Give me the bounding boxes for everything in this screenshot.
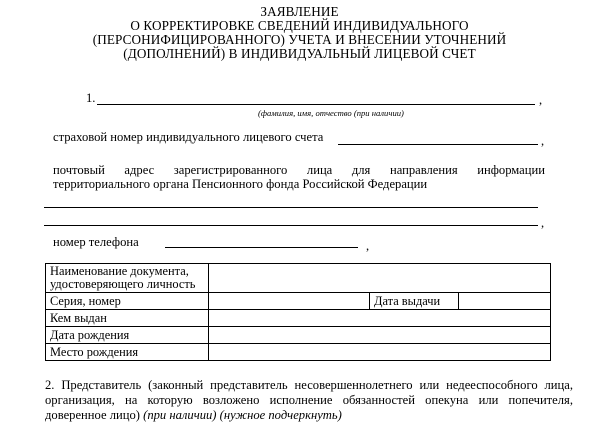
series-number-label: Серия, номер xyxy=(46,293,209,310)
birth-date-field[interactable] xyxy=(209,327,551,344)
snils-field-line[interactable] xyxy=(338,144,538,145)
issue-date-field[interactable] xyxy=(459,293,551,310)
address-field-line-1[interactable] xyxy=(44,207,538,208)
section-2-line-3 xyxy=(45,408,342,422)
snils-label: страховой номер индивидуального лицевого счета xyxy=(53,130,324,144)
address-label-line-1: почтовый адрес зарегистрированного лица для направления информации xyxy=(53,163,545,177)
table-row xyxy=(46,293,551,310)
table-row xyxy=(46,264,551,293)
doc-name-label-line-1: Наименование документа, xyxy=(50,264,189,278)
section-2-line-3-text: доверенное лицо) xyxy=(45,408,140,422)
document-title-line-2: О КОРРЕКТИРОВКЕ СВЕДЕНИЙ ИНДИВИДУАЛЬНОГО xyxy=(130,18,469,33)
table-row xyxy=(46,310,551,327)
birth-place-field[interactable] xyxy=(209,344,551,361)
birth-place-label: Место рождения xyxy=(46,344,209,361)
phone-label: номер телефона xyxy=(53,235,139,249)
issued-by-field[interactable] xyxy=(209,310,551,327)
phone-comma: , xyxy=(366,239,370,253)
table-row xyxy=(46,344,551,361)
section-2-line-1: 2. Представитель (законный представитель несовершеннолетнего или недееспособного лица, xyxy=(45,378,573,392)
section-2-line-2: организация, на которую возложено исполнение обязанностей опекуна или попечителя, xyxy=(45,393,573,407)
name-field-line[interactable] xyxy=(97,104,535,105)
name-field-hint: (фамилия, имя, отчество (при наличии) xyxy=(258,108,404,118)
section-1-number: 1. xyxy=(86,91,96,105)
snils-comma: , xyxy=(541,134,545,148)
optional-hint: (при наличии) xyxy=(143,408,217,422)
underline-hint: (нужное подчеркнуть) xyxy=(219,408,342,422)
birth-date-label: Дата рождения xyxy=(46,327,209,344)
table-row xyxy=(46,327,551,344)
document-title-line-3: (ПЕРСОНИФИЦИРОВАННОГО) УЧЕТА И ВНЕСЕНИИ УТОЧНЕНИЙ xyxy=(92,32,507,47)
doc-name-label-line-2: удостоверяющего личность xyxy=(50,277,196,291)
doc-name-label xyxy=(46,264,209,293)
address-field-line-2[interactable] xyxy=(44,225,538,226)
address-label-line-2: территориального органа Пенсионного фонда Российской Федерации xyxy=(53,177,428,191)
name-field-comma: , xyxy=(539,93,543,107)
issue-date-label: Дата выдачи xyxy=(370,293,459,310)
address-comma: , xyxy=(541,216,545,230)
doc-name-field[interactable] xyxy=(209,264,551,293)
issued-by-label: Кем выдан xyxy=(46,310,209,327)
document-title-line-4: (ДОПОЛНЕНИЙ) В ИНДИВИДУАЛЬНЫЙ ЛИЦЕВОЙ СЧЕТ xyxy=(123,46,476,61)
id-document-table xyxy=(45,263,551,361)
phone-field-line[interactable] xyxy=(165,247,358,248)
series-number-field[interactable] xyxy=(209,293,370,310)
document-title: ЗАЯВЛЕНИЕ xyxy=(260,4,339,19)
